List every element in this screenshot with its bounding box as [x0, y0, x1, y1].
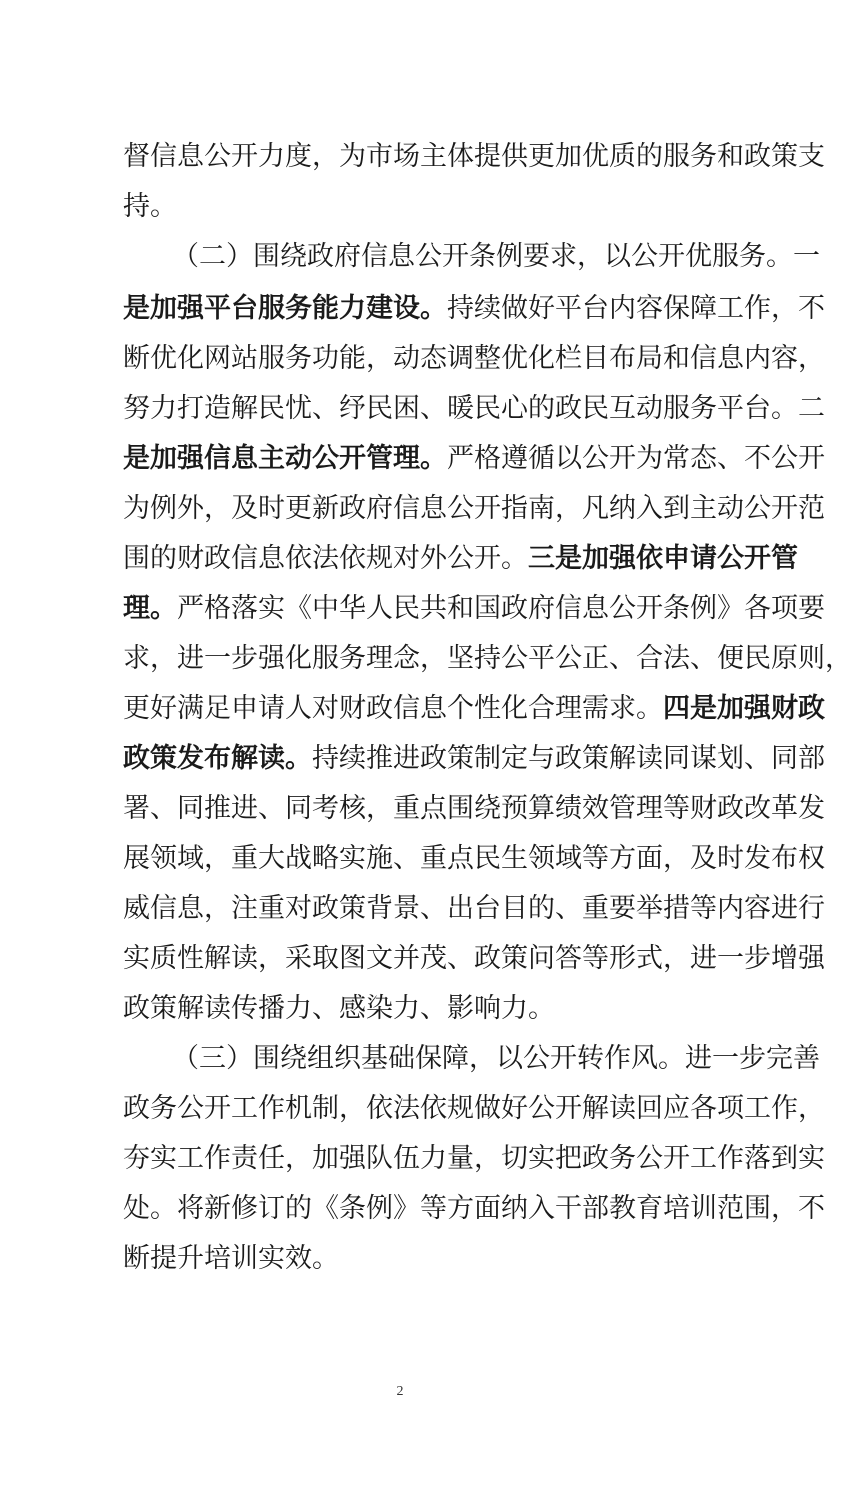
line-text: 严格落实《中华人民共和国政府信息公开条例》各项要 [177, 593, 825, 624]
paragraph-line: 为例外，及时更新政府信息公开指南，凡纳入到主动公开范 [123, 493, 825, 524]
paragraph-line [123, 690, 825, 728]
paragraph-line: 处。将新修订的《条例》等方面纳入干部教育培训范围，不 [123, 1193, 825, 1224]
line-text: 围的财政信息依法依规对外公开。 [123, 543, 528, 574]
paragraph-line: 政务公开工作机制，依法依规做好公开解读回应各项工作， [123, 1093, 825, 1124]
paragraph-line [123, 590, 825, 628]
line-text: 持续推进政策制定与政策解读同谋划、同部 [312, 743, 825, 774]
paragraph-line: （三）围绕组织基础保障，以公开转作风。进一步完善 [172, 1043, 820, 1074]
paragraph-line: 断优化网站服务功能，动态调整优化栏目布局和信息内容， [123, 343, 825, 374]
paragraph-line: 展领域，重大战略实施、重点民生领域等方面，及时发布权 [123, 843, 825, 874]
paragraph-line [123, 740, 825, 778]
paragraph-line: 持。 [123, 191, 177, 222]
paragraph-line: 威信息，注重对政策背景、出台目的、重要举措等内容进行 [123, 893, 825, 924]
paragraph-line [123, 440, 825, 478]
paragraph-line: 夯实工作责任，加强队伍力量，切实把政务公开工作落到实 [123, 1143, 825, 1174]
paragraph-line: 督信息公开力度，为市场主体提供更加优质的服务和政策支 [123, 141, 825, 172]
paragraph-line: 求，进一步强化服务理念，坚持公平公正、合法、便民原则， [123, 643, 852, 674]
paragraph-line: 努力打造解民忧、纾民困、暖民心的政民互动服务平台。二 [123, 393, 825, 424]
paragraph-line: 署、同推进、同考核，重点围绕预算绩效管理等财政改革发 [123, 793, 825, 824]
bold-heading: 政策发布解读。 [123, 743, 312, 774]
bold-heading: 是加强平台服务能力建设。 [123, 293, 447, 324]
bold-heading: 是加强信息主动公开管理。 [123, 443, 447, 474]
paragraph-line: 断提升培训实效。 [123, 1243, 339, 1274]
line-text: 严格遵循以公开为常态、不公开 [447, 443, 825, 474]
bold-heading: 三是加强依申请公开管 [528, 543, 798, 574]
bold-heading: 四是加强财政 [663, 693, 825, 724]
paragraph-line: （二）围绕政府信息公开条例要求，以公开优服务。一 [172, 241, 820, 272]
paragraph-line [123, 290, 825, 328]
page-number: 2 [396, 1384, 404, 1399]
paragraph-line: 政策解读传播力、感染力、影响力。 [123, 993, 555, 1024]
line-text: 更好满足申请人对财政信息个性化合理需求。 [123, 693, 663, 724]
bold-heading: 理。 [123, 593, 177, 624]
paragraph-line: 实质性解读，采取图文并茂、政策问答等形式，进一步增强 [123, 943, 825, 974]
line-text: 持续做好平台内容保障工作，不 [447, 293, 825, 324]
paragraph-line [123, 540, 798, 578]
